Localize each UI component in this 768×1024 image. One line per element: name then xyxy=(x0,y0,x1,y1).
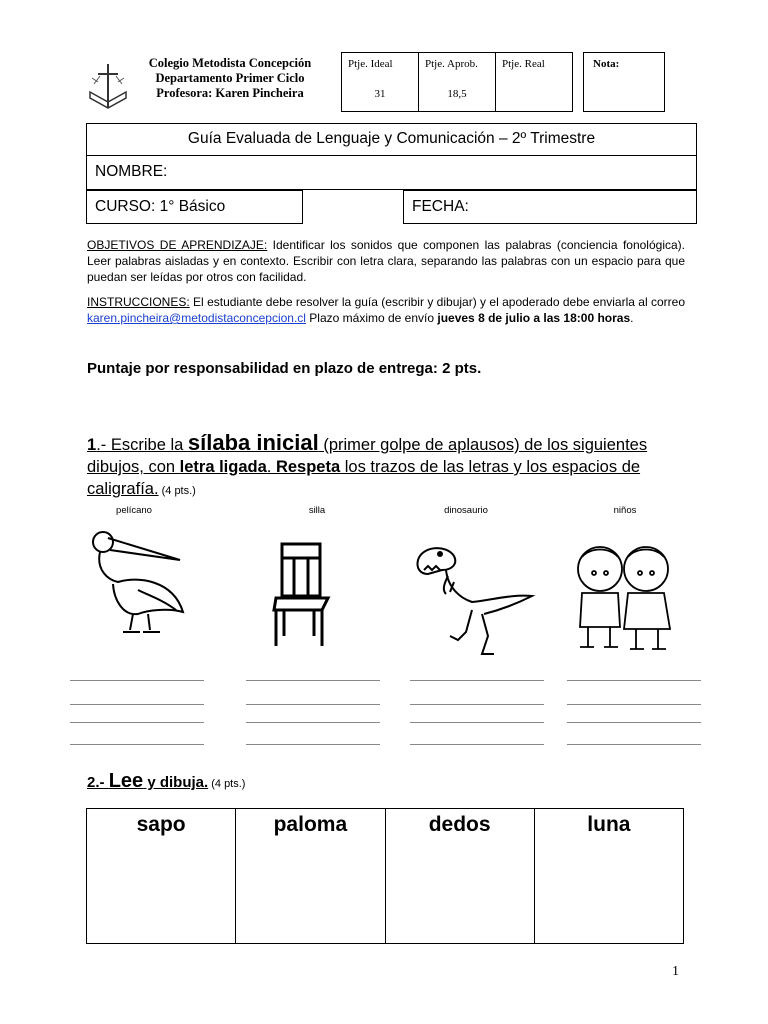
handwriting-line[interactable] xyxy=(567,744,701,745)
handwriting-line[interactable] xyxy=(246,680,380,681)
dinosaur-icon xyxy=(412,540,536,660)
score-ideal-cell xyxy=(342,53,418,111)
caption-chair: silla xyxy=(308,505,326,516)
q1-bold-2: Respeta xyxy=(275,458,341,476)
handwriting-line[interactable] xyxy=(70,704,204,705)
handwriting-line[interactable] xyxy=(70,722,204,723)
objectives-text: Identificar los sonidos que componen las palabras (conciencia fonológica). Leer palabras aisladas y en contexto. Escribir con letra clara, separando las palabras con un espacio para que puedan ser leídas por otros con facilidad. xyxy=(87,238,685,284)
score-aprob-value: 18,5 xyxy=(447,88,467,100)
q1-text-c: . xyxy=(266,458,276,476)
q1-bold-1: letra ligada xyxy=(179,458,267,476)
deadline-text: jueves 8 de julio a las 18:00 horas xyxy=(437,311,631,325)
handwriting-line[interactable] xyxy=(246,744,380,745)
q1-points: (4 pts.) xyxy=(158,485,196,497)
date-label: FECHA: xyxy=(412,198,469,215)
question-2 xyxy=(87,770,245,793)
school-name: Colegio Metodista Concepción xyxy=(148,56,312,70)
q1-emphasis: sílaba inicial xyxy=(187,430,319,455)
score-real-label: Ptje. Real xyxy=(502,58,545,70)
q1-text-a: .- Escribe la xyxy=(96,436,188,454)
handwriting-line[interactable] xyxy=(567,704,701,705)
q1-text-b: (primer golpe de aplausos) de los siguientes dibujos, con xyxy=(87,436,648,476)
q1-number: 1 xyxy=(87,436,97,454)
score-real-cell[interactable] xyxy=(496,53,572,111)
handwriting-line[interactable] xyxy=(410,704,544,705)
course-field xyxy=(86,190,303,224)
handwriting-line[interactable] xyxy=(246,704,380,705)
grade-label: Nota: xyxy=(593,58,620,70)
instructions-label: INSTRUCCIONES: xyxy=(87,295,190,309)
school-info xyxy=(132,56,328,101)
q2-text: y dibuja. xyxy=(143,774,209,791)
score-ideal-label: Ptje. Ideal xyxy=(348,58,393,70)
handwriting-line[interactable] xyxy=(410,744,544,745)
score-ideal-value: 31 xyxy=(374,88,386,100)
handwriting-line[interactable] xyxy=(70,680,204,681)
score-aprob-label: Ptje. Aprob. xyxy=(425,58,478,70)
page-number: 1 xyxy=(672,964,679,979)
word-label: luna xyxy=(587,813,631,836)
word-label: sapo xyxy=(136,813,186,836)
caption-children: niños xyxy=(613,505,637,516)
word-cell-luna[interactable] xyxy=(534,809,683,944)
guide-title-text: Guía Evaluada de Lenguaje y Comunicación – 2º Trimestre xyxy=(187,130,596,147)
q2-number: 2.- xyxy=(87,774,109,791)
caption-dinosaur: dinosaurio xyxy=(444,505,488,516)
children-icon xyxy=(562,543,686,658)
handwriting-line[interactable] xyxy=(70,744,204,745)
objectives-paragraph xyxy=(87,237,685,285)
handwriting-line[interactable] xyxy=(410,722,544,723)
instructions-end: . xyxy=(630,311,634,325)
name-field[interactable] xyxy=(86,155,697,190)
question-1 xyxy=(87,432,687,502)
q2-points: (4 pts.) xyxy=(208,778,246,790)
department-name: Departamento Primer Ciclo xyxy=(155,71,305,85)
word-cell-paloma[interactable] xyxy=(236,809,385,944)
handwriting-line[interactable] xyxy=(246,722,380,723)
email-link[interactable]: karen.pincheira@metodistaconcepcion.cl xyxy=(87,311,306,325)
word-label: dedos xyxy=(428,813,491,836)
score-aprob-cell xyxy=(419,53,495,111)
chair-icon xyxy=(270,540,334,650)
handwriting-line[interactable] xyxy=(410,680,544,681)
pelican-icon xyxy=(78,520,190,635)
objectives-label: OBJETIVOS DE APRENDIZAJE: xyxy=(87,238,268,252)
q2-emphasis: Lee xyxy=(108,770,144,792)
caption-pelican: pelícano xyxy=(116,505,152,516)
responsibility-score: Puntaje por responsabilidad en plazo de entrega: 2 pts. xyxy=(87,360,482,377)
instructions-text1: El estudiante debe resolver la guía (escribir y dibujar) y el apoderado debe enviarla al correo xyxy=(189,295,685,309)
date-field[interactable] xyxy=(403,190,697,224)
grade-box[interactable] xyxy=(583,52,665,112)
course-label: CURSO: 1° Básico xyxy=(95,198,226,215)
handwriting-line[interactable] xyxy=(567,722,701,723)
score-table xyxy=(341,52,573,112)
instructions-paragraph xyxy=(87,294,685,326)
name-label: NOMBRE: xyxy=(95,163,168,180)
word-label: paloma xyxy=(273,813,348,836)
word-cell-dedos[interactable] xyxy=(385,809,534,944)
q1-text-d: los trazos de las letras y los espacios de caligrafía. xyxy=(87,458,641,498)
guide-title xyxy=(86,123,697,156)
instructions-text2: Plazo máximo de envío xyxy=(305,311,438,325)
teacher-name: Profesora: Karen Pincheira xyxy=(156,86,304,100)
read-and-draw-table xyxy=(86,808,684,944)
school-logo-icon xyxy=(86,62,130,112)
word-cell-sapo[interactable] xyxy=(87,809,236,944)
handwriting-line[interactable] xyxy=(567,680,701,681)
